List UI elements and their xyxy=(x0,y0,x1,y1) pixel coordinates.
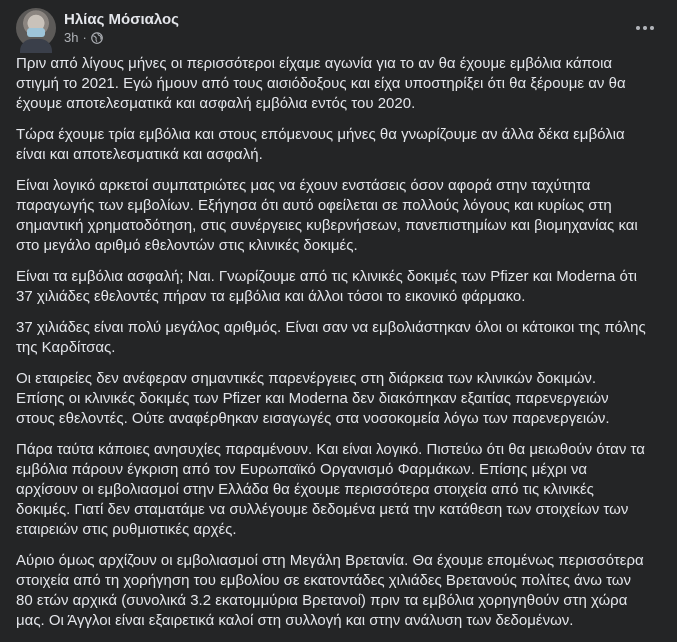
post-meta xyxy=(64,10,179,46)
post-paragraph: Αύριο όμως αρχίζουν οι εμβολιασμοί στη Μεγάλη Βρετανία. Θα έχουμε επομένως περισσότερα στοιχεία από τη χορήγηση του εμβολίου σε εκατοντάδες χιλιάδες Βρετανούς πολίτες άνω των 80 ετών αρχικά (συνολικά 3.2 εκατομμύρια Βρετανοί) πριν τα εμβόλια χορηγηθούν στη χώρα μας. Οι Άγγλοι είναι εξαιρετικά καλοί στη συλλογή και στην ανάλυση των δεδομένων. xyxy=(16,552,644,629)
separator-dot: · xyxy=(82,30,87,45)
shirt-graphic xyxy=(20,39,52,53)
post-paragraph: Οι εταιρείες δεν ανέφεραν σημαντικές παρενέργειες στη διάρκεια των κλινικών δοκιμών. Επίσης οι κλινικές δοκιμές των Pfizer και Moderna δεν διακόπηκαν εξαιτίας παρενεργειών στους εθελοντές. Ούτε αναφέρθηκαν εισαγωγές στα νοσοκομεία λόγω των παρενεργειών. xyxy=(16,370,610,427)
post-header xyxy=(16,8,179,48)
post-paragraph: Πριν από λίγους μήνες οι περισσότεροι είχαμε αγωνία για το αν θα έχουμε εμβόλια κάποια στιγμή το 2021. Εγώ ήμουν από τους αισιόδοξους και είχα υποστηρίξει ότι θα ξέρουμε αν θα έχουμε αποτελεσματικά και ασφαλή εμβόλια εντός του 2020. xyxy=(16,55,626,112)
post-body xyxy=(16,54,648,642)
face-mask-graphic xyxy=(27,28,45,37)
post-subline xyxy=(64,30,179,46)
post-timestamp[interactable]: 3h xyxy=(64,30,79,45)
post-paragraph: Είναι λογικό αρκετοί συμπατριώτες μας να έχουν ενστάσεις όσον αφορά στην ταχύτητα παραγωγής των εμβολίων. Εξήγησα ότι αυτό οφείλεται σε πολλούς λόγους και κυρίως στη σημαντική χρηματοδότηση, στις συνέργειες κυβερνήσεων, πανεπιστημίων και βιομηχανίας και στο μεγάλο αριθμό εθελοντών στις κλινικές δοκιμές. xyxy=(16,177,638,254)
post-paragraph: Τώρα έχουμε τρία εμβόλια και στους επόμενους μήνες θα γνωρίζουμε αν άλλα δέκα εμβόλια είναι και αποτελεσματικά και ασφαλή. xyxy=(16,126,625,163)
post-paragraph: Είναι τα εμβόλια ασφαλή; Ναι. Γνωρίζουμε από τις κλινικές δοκιμές των Pfizer και Moderna ότι 37 χιλιάδες εθελοντές πήραν τα εμβόλια και άλλοι τόσοι το εικονικό φάρμακο. xyxy=(16,268,637,305)
post-paragraph: 37 χιλιάδες είναι πολύ μεγάλος αριθμός. Είναι σαν να εμβολιάστηκαν όλοι οι κάτοικοι της πόλης της Καρδίτσας. xyxy=(16,319,646,356)
more-options-icon[interactable] xyxy=(627,14,663,42)
author-name[interactable]: Ηλίας Μόσιαλος xyxy=(64,11,179,28)
post-paragraph: Πάρα ταύτα κάποιες ανησυχίες παραμένουν. Και είναι λογικό. Πιστεύω ότι θα μειωθούν όταν τα εμβόλια πάρουν έγκριση από τον Ευρωπαϊκό Οργανισμό Φαρμάκων. Επίσης μέχρι να αρχίσουν οι εμβολιασμοί στην Ελλάδα θα έχουμε περισσότερα στοιχεία από τις κλινικές δοκιμές. Γιατί δεν σταματάμε να συλλέγουμε δεδομένα μετά την κατάθεση των στοιχείων των εταιρειών στις ρυθμιστικές αρχές. xyxy=(16,441,645,538)
globe-icon[interactable] xyxy=(91,32,103,44)
author-avatar[interactable] xyxy=(16,8,56,48)
